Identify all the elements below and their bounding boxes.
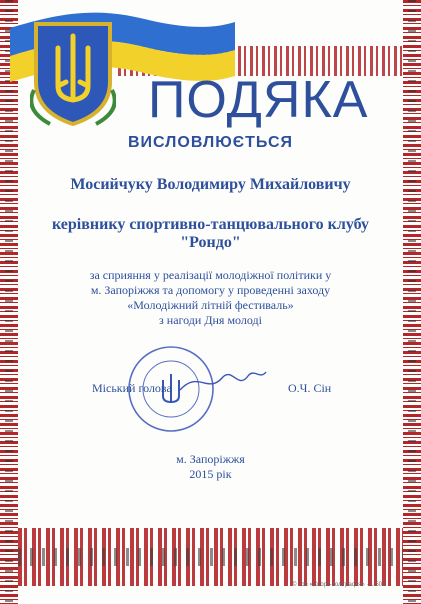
body-line: за сприяння у реалізації молодіжної політики у <box>89 268 332 282</box>
recipient-position <box>0 216 421 252</box>
printer-footer: © Тов «Спорт-поліграфія» · 1-503 <box>292 582 386 588</box>
city-and-year <box>0 452 421 482</box>
certificate-title: ПОДЯКА <box>148 71 369 129</box>
trident-emblem-icon <box>30 20 116 130</box>
city: м. Запоріжжя <box>176 452 245 466</box>
ornament-border-bottom <box>18 528 403 586</box>
certificate-subtitle: ВИСЛОВЛЮЄТЬСЯ <box>127 134 294 151</box>
position-line-1: керівнику спортивно-танцювального клубу <box>51 216 369 233</box>
gratitude-text <box>0 268 421 328</box>
position-line-2: "Рондо" <box>180 234 241 251</box>
body-line: «Молодіжний літній фестиваль» <box>127 298 294 312</box>
signature-label-right: О.Ч. Сін <box>288 381 332 395</box>
body-line: з нагоди Дня молоді <box>159 313 262 327</box>
year: 2015 рік <box>189 467 232 481</box>
signature-label-left: Міський голова <box>92 381 172 395</box>
handwritten-signature-icon <box>178 360 268 400</box>
body-line: м. Запоріжжя та допомогу у проведенні заходу <box>90 283 331 297</box>
recipient-name: Мосийчуку Володимиру Михайловичу <box>70 176 351 193</box>
